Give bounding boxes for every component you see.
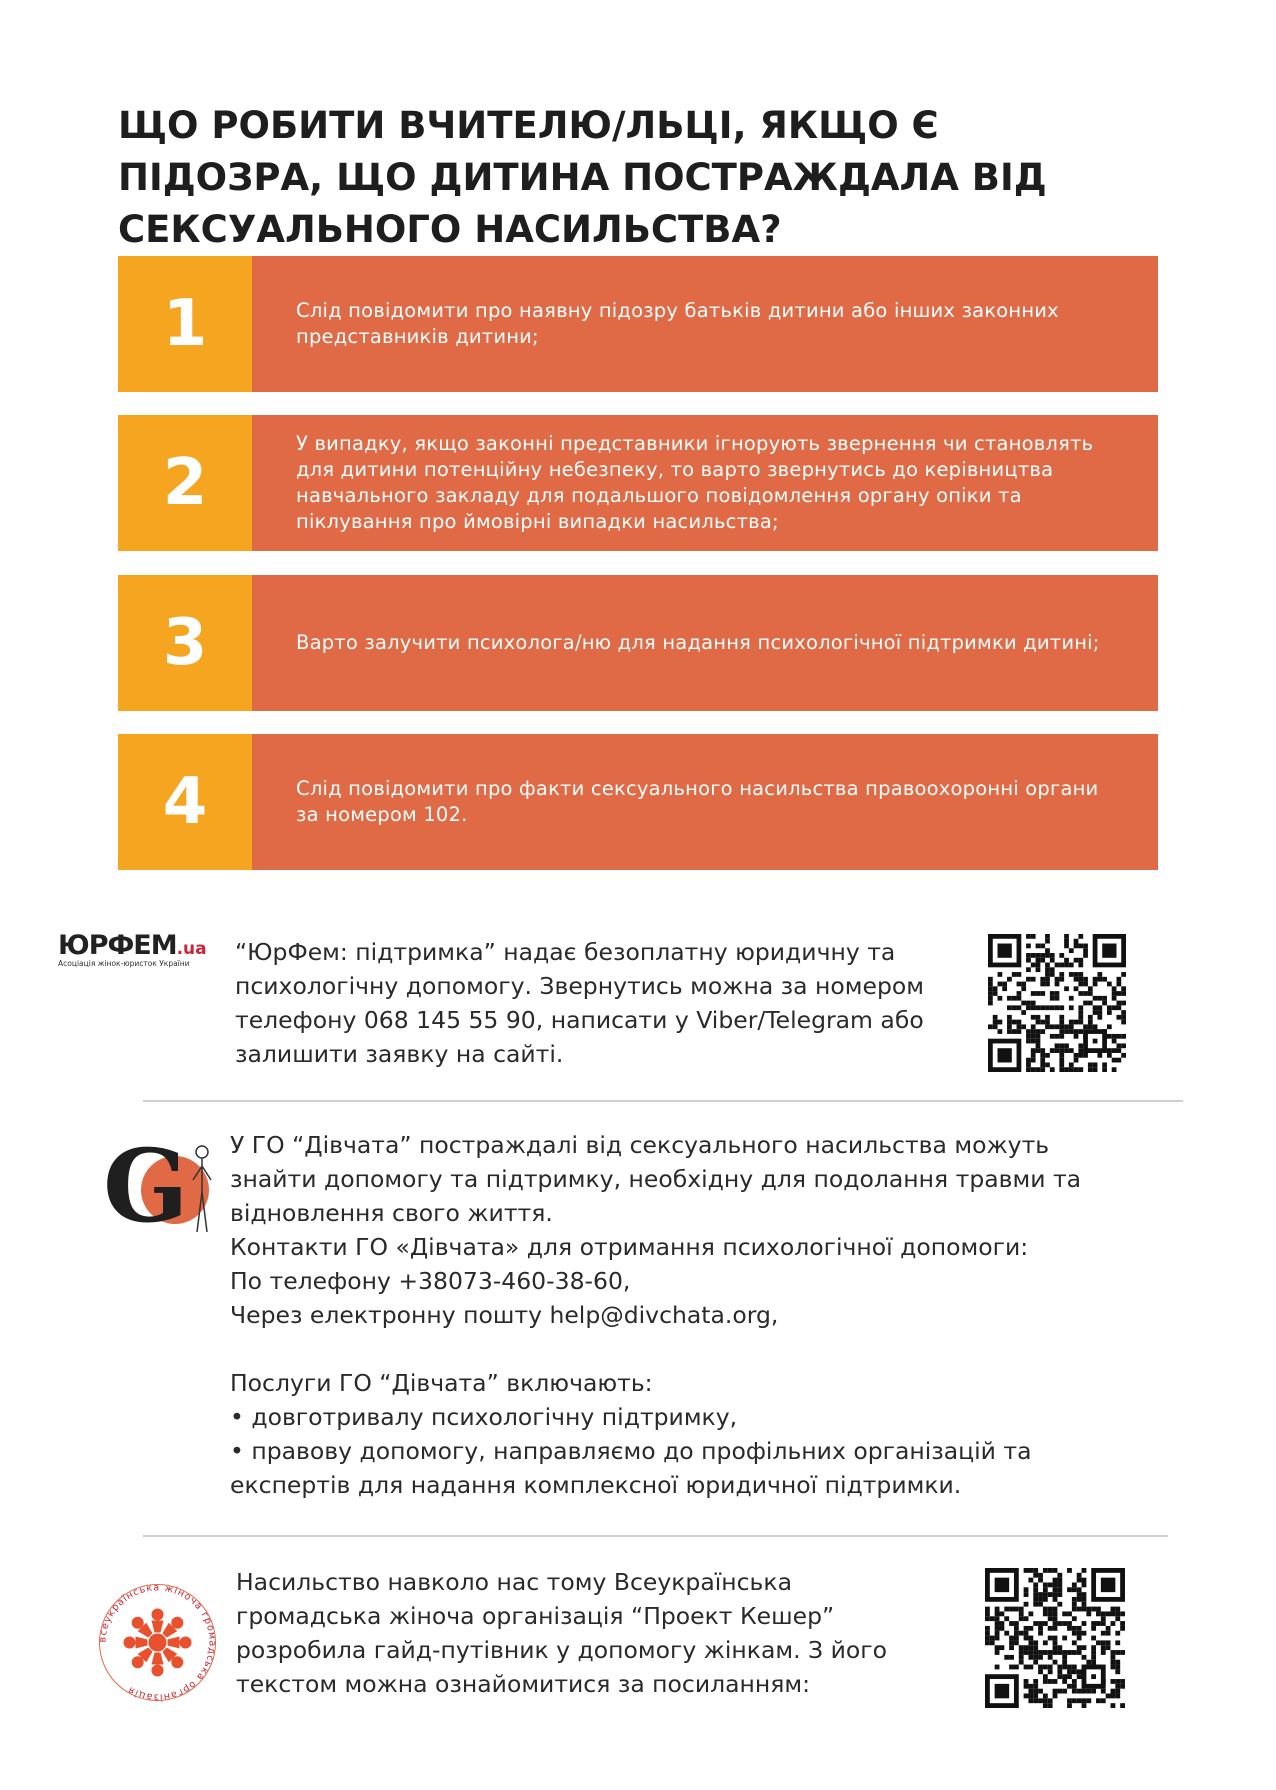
kesher-ring-text: всеукраїнська жіноча громадська організація (97, 1582, 218, 1703)
yurfem-logo-suffix: .ua (176, 939, 207, 959)
step-text: Варто залучити психолога/ню для надання психологічної підтримки дитині; (252, 575, 1158, 711)
divchata-email: Через електронну пошту help@divchata.org, (230, 1301, 779, 1329)
yurfem-logo-subtitle: Асоціація жінок-юристок України (58, 959, 190, 968)
step-number: 2 (118, 415, 252, 551)
divchata-service-item: • правову допомогу, направляємо до профільних організацій та експертів для надання комплексної юридичної підтримки. (230, 1437, 1032, 1499)
kesher-logo-icon (95, 1580, 220, 1705)
divchata-service-item: • довготривалу психологічну підтримку, (230, 1403, 738, 1431)
kesher-logo (95, 1580, 220, 1705)
section-divider (143, 1100, 1183, 1102)
step-3 (118, 575, 1158, 711)
step-text: Слід повідомити про факти сексуального насильства правоохоронні органи за номером 102. (252, 734, 1158, 870)
divchata-logo (103, 1127, 223, 1245)
step-1 (118, 256, 1158, 392)
step-number: 3 (118, 575, 252, 711)
step-2 (118, 415, 1158, 551)
yurfem-description: “ЮрФем: підтримка” надає безоплатну юридичну та психологічну допомогу. Звернутись можна за номером телефону 068 145 55 90, написати у Viber/Telegram або залишити заявку на сайті. (235, 938, 925, 1068)
divchata-services-title: Послуги ГО “Дівчата” включають: (230, 1369, 653, 1397)
yurfem-logo-text: ЮРФЕМ (58, 930, 177, 961)
divchata-logo-letter: G (103, 1127, 189, 1245)
step-text: Слід повідомити про наявну підозру батьків дитини або інших законних представників дитини; (252, 256, 1158, 392)
kesher-qr-code[interactable] (985, 1568, 1125, 1708)
step-text: У випадку, якщо законні представники ігнорують звернення чи становлять для дитини потенційну небезпеку, то варто звернутись до керівництва навчального закладу для подальшого повідомлення органу опіки та піклування про ймовірні випадки насильства; (252, 415, 1158, 551)
step-number: 1 (118, 256, 252, 392)
divchata-intro: У ГО “Дівчата” постраждалі від сексуального насильства можуть знайти допомогу та підтримку, необхідну для подолання травми та відновлення свого життя. (230, 1131, 1082, 1227)
divchata-contacts-title: Контакти ГО «Дівчата» для отримання психологічної допомоги: (230, 1233, 1029, 1261)
yurfem-qr-code[interactable] (988, 934, 1126, 1072)
divchata-phone: По телефону +38073-460-38-60, (230, 1267, 631, 1295)
yurfem-logo (58, 930, 228, 968)
section-divider (143, 1535, 1168, 1537)
step-4 (118, 734, 1158, 870)
divchata-description (230, 1128, 1110, 1502)
page-title: ЩО РОБИТИ ВЧИТЕЛЮ/ЛЬЦІ, ЯКЩО Є ПІДОЗРА, ЩО ДИТИНА ПОСТРАЖДАЛА ВІД СЕКСУАЛЬНОГО НАСИЛЬСТВА? (118, 104, 1047, 251)
step-number: 4 (118, 734, 252, 870)
kesher-description: Насильство навколо нас тому Всеукраїнська громадська жіноча організація “Проект Кешер” розробила гайд-путівник у допомогу жінкам. З його текстом можна ознайомитися за посиланням: (236, 1568, 887, 1698)
